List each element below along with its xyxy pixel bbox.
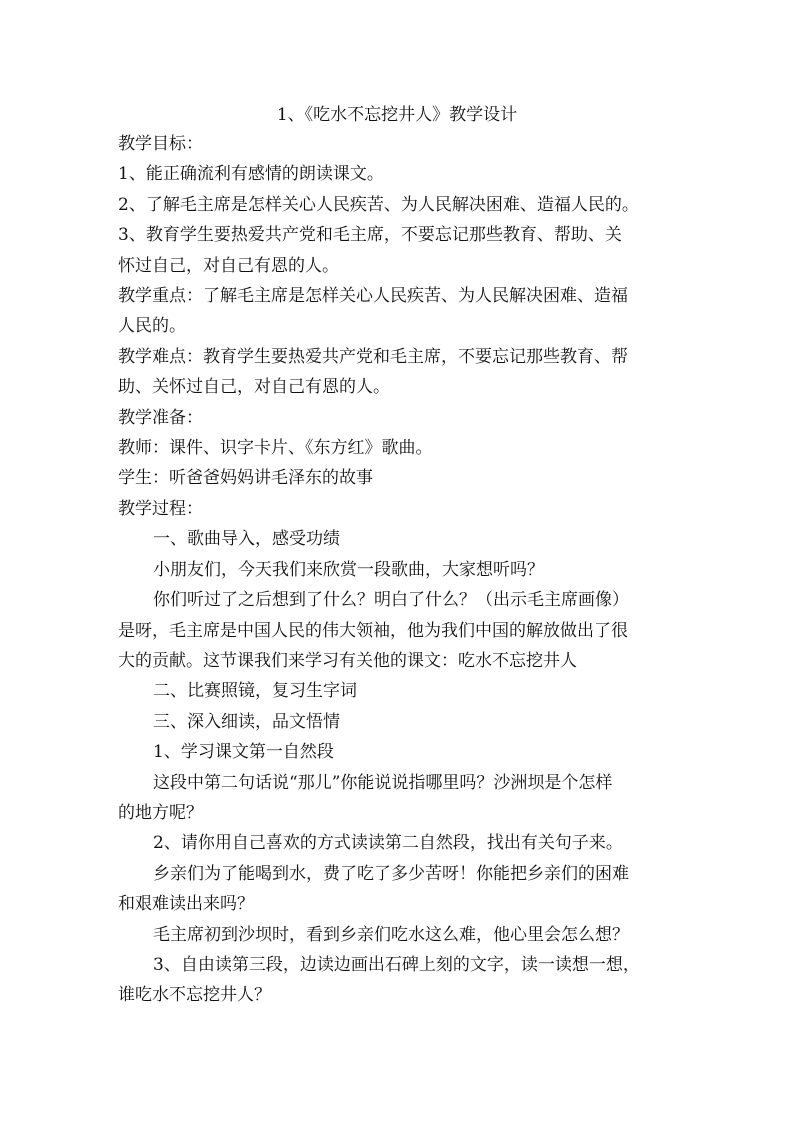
text-line: 一、歌曲导入，感受功绩 [153, 529, 340, 550]
text-line: 教学目标： [118, 134, 203, 154]
document-title: 1、《吃水不忘挖井人》教学设计 [276, 105, 518, 125]
text-line: 教学过程： [118, 498, 203, 519]
text-line: 乡亲们为了能喝到水，费了吃了多少苦呀！你能把乡亲们的困难 [153, 863, 629, 884]
text-line: 二、比赛照镜，复习生字词 [153, 681, 357, 702]
text-line: 2、请你用自己喜欢的方式读读第二自然段，找出有关句子来。 [153, 833, 623, 854]
text-line: 教师：课件、识字卡片、《东方红》歌曲。 [118, 438, 433, 459]
text-line: 2、了解毛主席是怎样关心人民疾苦、为人民解决困难、造福人民的。 [118, 194, 639, 215]
text-line: 人民的。 [118, 316, 186, 337]
text-line: 三、深入细读，品文悟情 [153, 711, 340, 732]
text-line: 你们听过了之后想到了什么？明白了什么？（出示毛主席画像） [153, 590, 629, 611]
text-line: 1、能正确流利有感情的朗读课文。 [118, 164, 384, 185]
text-line: 教学难点：教育学生要热爱共产党和毛主席，不要忘记那些教育、帮 [118, 346, 628, 367]
text-line: 教学重点：了解毛主席是怎样关心人民疾苦、为人民解决困难、造福 [118, 286, 628, 307]
text-line: 和艰难读出来吗？ [118, 894, 254, 915]
text-line: 毛主席初到沙坝时，看到乡亲们吃水这么难，他心里会怎么想？ [153, 924, 629, 945]
text-line: 大的贡献。这节课我们来学习有关他的课文：吃水不忘挖井人 [118, 650, 577, 671]
text-line: 助、关怀过自己，对自己有恩的人。 [118, 377, 390, 398]
text-line: 小朋友们，今天我们来欣赏一段歌曲，大家想听吗？ [153, 559, 544, 580]
document-body [118, 129, 683, 1011]
text-line: 1、学习课文第一自然段 [153, 742, 334, 763]
text-line: 学生：听爸爸妈妈讲毛泽东的故事 [118, 468, 373, 489]
text-line: 的地方呢？ [118, 802, 203, 823]
text-line: 是呀，毛主席是中国人民的伟大领袖，他为我们中国的解放做出了很 [118, 620, 628, 641]
text-line: 这段中第二句话说“那儿”你能说说指哪里吗？沙洲坝是个怎样 [153, 772, 613, 793]
text-line: 3、教育学生要热爱共产党和毛主席，不要忘记那些教育、帮助、关 [118, 225, 622, 246]
text-line: 谁吃水不忘挖井人？ [118, 985, 271, 1006]
text-line: 教学准备： [118, 407, 203, 428]
text-line: 3、自由读第三段，边读边画出石碑上刻的文字，读一读想一想， [153, 954, 640, 975]
text-line: 怀过自己，对自己有恩的人。 [118, 255, 339, 276]
